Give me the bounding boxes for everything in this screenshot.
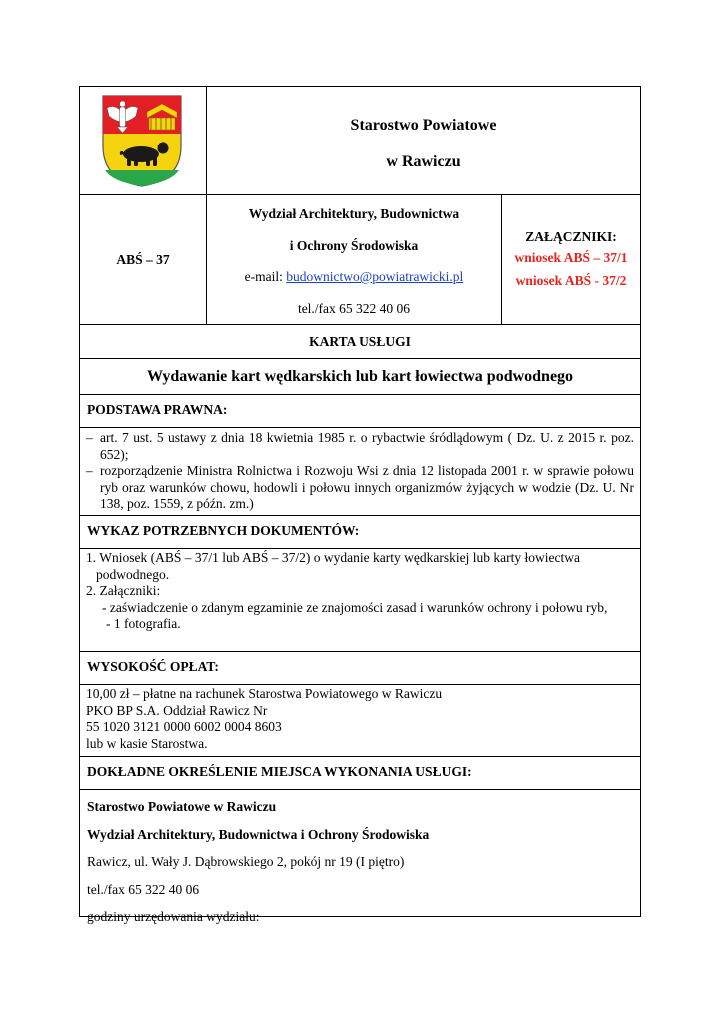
place-line-4: tel./fax 65 322 40 06	[87, 881, 200, 897]
place-heading: DOKŁADNE OKREŚLENIE MIEJSCA WYKONANIA USŁUGI:	[87, 764, 472, 779]
document-sub-1: - zaświadczenie o zdanym egzaminie ze znajomości zasad i warunków ochrony i połowu ryb,	[102, 599, 608, 615]
document-item-1-cont: podwodnego.	[96, 566, 170, 582]
card-title-row	[80, 325, 640, 359]
office-city: w Rawiczu	[386, 153, 461, 170]
place-line-2: Wydział Architektury, Budownictwa i Ochrony Środowiska	[87, 826, 430, 842]
document-item-1: 1. Wniosek (ABŚ – 37/1 lub ABŚ – 37/2) o wydanie karty wędkarskiej lub karty łowiectwa	[86, 550, 580, 565]
service-title: Wydawanie kart wędkarskich lub kart łowiectwa podwodnego	[146, 368, 574, 385]
place-line-3: Rawicz, ul. Wały J. Dąbrowskiego 2, pokój nr 19 (I piętro)	[87, 854, 405, 869]
legal-list	[80, 428, 640, 516]
info-row	[80, 195, 640, 325]
fees-line-2: PKO BP S.A. Oddział Rawicz Nr	[86, 702, 268, 718]
email-link[interactable]: budownictwo@powiatrawicki.pl	[286, 269, 464, 284]
documents-heading-row	[80, 516, 640, 549]
legal-list-row	[80, 428, 640, 516]
office-title-cell	[207, 87, 640, 194]
service-code-cell	[80, 195, 207, 324]
attachment-2: wniosek ABŚ - 37/2	[515, 273, 627, 288]
fees-line-1: 10,00 zł – płatne na rachunek Starostwa Powiatowego w Rawiczu	[86, 686, 443, 701]
fees-heading: WYSOKOŚĆ OPŁAT:	[87, 659, 219, 674]
email-label: e-mail:	[244, 269, 287, 284]
attachments-title: ZAŁĄCZNIKI:	[525, 229, 617, 244]
fees-text	[80, 685, 640, 755]
fees-line-4: lub w kasie Starostwa.	[86, 735, 208, 751]
legal-heading-row	[80, 395, 640, 428]
attachments-cell	[502, 195, 640, 324]
fees-line-3: 55 1020 3121 0000 6002 0004 8603	[86, 719, 282, 734]
department-phone: tel./fax 65 322 40 06	[297, 301, 411, 316]
legal-item-2: – rozporządzenie Ministra Rolnictwa i Rozwoju Wsi z dnia 12 listopada 2001 r. w sprawie połowu ryb oraz warunków chowu, hodowli i połowu innych organizmów żyjących w wodzie (Dz. U. Nr 138, poz. 1559, z późn. zm.)	[86, 463, 634, 513]
documents-list-row	[80, 549, 640, 652]
fees-row	[80, 685, 640, 757]
documents-list	[80, 549, 640, 635]
service-code: ABŚ – 37	[116, 251, 170, 267]
card-title: KARTA USŁUGI	[309, 334, 411, 349]
department-name-line1: Wydział Architektury, Budownictwa	[248, 206, 460, 221]
document-sub-2: - 1 fotografia.	[106, 616, 181, 631]
department-email	[207, 254, 501, 285]
documents-heading: WYKAZ POTRZEBNYCH DOKUMENTÓW:	[87, 523, 360, 538]
service-card	[79, 86, 641, 924]
department-name-line2: i Ochrony Środowiska	[289, 238, 419, 253]
service-title-row	[80, 359, 640, 395]
attachment-1: wniosek ABŚ – 37/1	[514, 250, 628, 265]
coat-of-arms-cell	[80, 87, 207, 194]
place-heading-row	[80, 757, 640, 790]
office-name: Starostwo Powiatowe	[350, 117, 497, 134]
legal-heading: PODSTAWA PRAWNA:	[87, 402, 228, 417]
place-line-1: Starostwo Powiatowe w Rawiczu	[87, 799, 277, 814]
header-row	[80, 87, 640, 195]
coat-of-arms-icon	[101, 94, 183, 188]
department-cell	[207, 195, 502, 324]
place-row	[80, 790, 640, 924]
fees-heading-row	[80, 652, 640, 685]
place-line-5: godziny urzędowania wydziału:	[87, 909, 260, 924]
document-item-2: 2. Załączniki:	[86, 583, 161, 598]
legal-item-1: – art. 7 ust. 5 ustawy z dnia 18 kwietnia 1985 r. o rybactwie śródlądowym ( Dz. U. z 2015 r. poz. 652);	[86, 430, 634, 463]
